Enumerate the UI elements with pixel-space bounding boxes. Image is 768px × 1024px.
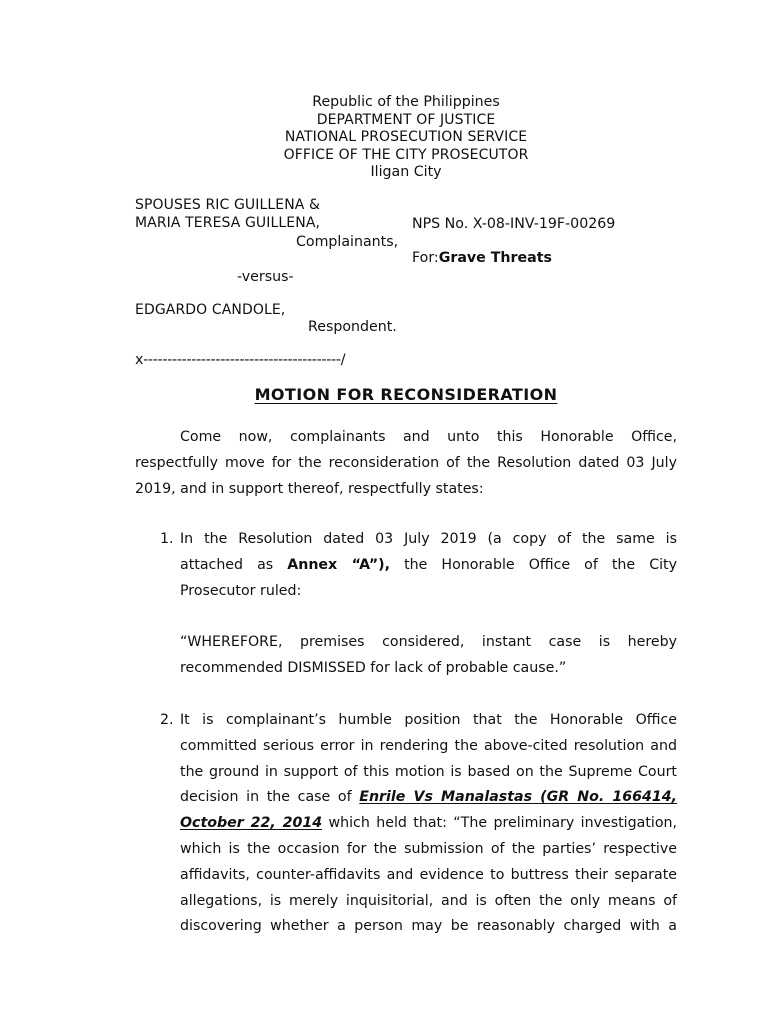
document-title: MOTION FOR RECONSIDERATION	[254, 385, 558, 404]
item-line: the ground in support of this motion is based on the Supreme Court	[180, 763, 677, 780]
item-line: October 22, 2014 which held that: “The preliminary investigation,	[180, 815, 678, 832]
item-line: which is the occasion for the submission of the parties’ respective	[180, 840, 677, 857]
item-2-paragraph	[180, 708, 677, 940]
intro-line: Come now, complainants and unto this Honorable Office,	[180, 429, 677, 445]
respondent-name: EDGARDO CANDOLE,	[135, 302, 286, 318]
case-citation: Enrile Vs Manalastas (GR No. 166414,	[359, 789, 677, 806]
item-line: allegations, is merely inquisitorial, and is often the only means of	[180, 892, 677, 909]
intro-line: 2019, and in support thereof, respectfully states:	[135, 480, 484, 497]
header-office: OFFICE OF THE CITY PROSECUTOR	[283, 146, 529, 163]
respondent-label: Respondent.	[308, 319, 397, 335]
item-line: attached as Annex “A”), the Honorable Office of the City	[180, 556, 678, 573]
header-department: DEPARTMENT OF JUSTICE	[316, 111, 496, 128]
item-line: In the Resolution dated 03 July 2019 (a copy of the same is	[180, 531, 677, 547]
item-line: affidavits, counter-affidavits and evidence to buttress their separate	[180, 866, 677, 883]
complainant-name-line1: SPOUSES RIC GUILLENA &	[135, 197, 321, 213]
item-line: It is complainant’s humble position that the Honorable Office	[180, 712, 677, 728]
document-header	[0, 94, 768, 182]
complainant-name-line2: MARIA TERESA GUILLENA,	[135, 215, 321, 231]
caption-separator: x-----------------------------------------/	[135, 352, 346, 368]
annex-reference: Annex “A”),	[287, 556, 391, 573]
item-line: decision in the case of Enrile Vs Manalastas (GR No. 166414,	[180, 789, 677, 806]
header-service: NATIONAL PROSECUTION SERVICE	[284, 129, 528, 145]
item-line: Prosecutor ruled:	[180, 582, 302, 599]
case-number: NPS No. X-08-INV-19F-00269	[412, 216, 616, 232]
offense-value: Grave Threats	[438, 250, 552, 266]
quote-line: “WHEREFORE, premises considered, instant case is hereby	[180, 634, 677, 650]
item-1-paragraph	[180, 527, 677, 604]
header-republic: Republic of the Philippines	[312, 94, 500, 110]
offense-line	[412, 250, 552, 266]
offense-label: For:	[412, 250, 439, 266]
complainants-label: Complainants,	[296, 234, 399, 250]
header-city: Iligan City	[370, 164, 442, 180]
item-number: 2.	[160, 712, 174, 728]
versus-label: -versus-	[237, 269, 294, 285]
intro-paragraph	[135, 425, 677, 502]
item-line: committed serious error in rendering the above-cited resolution and	[180, 737, 677, 754]
item-number: 1.	[160, 531, 174, 547]
intro-line: respectfully move for the reconsideration of the Resolution dated 03 July	[135, 454, 677, 471]
item-line: discovering whether a person may be reasonably charged with a	[180, 918, 677, 935]
quote-line: recommended DISMISSED for lack of probable cause.”	[180, 659, 567, 676]
quoted-ruling	[180, 630, 677, 682]
case-date: October 22, 2014	[180, 815, 323, 832]
